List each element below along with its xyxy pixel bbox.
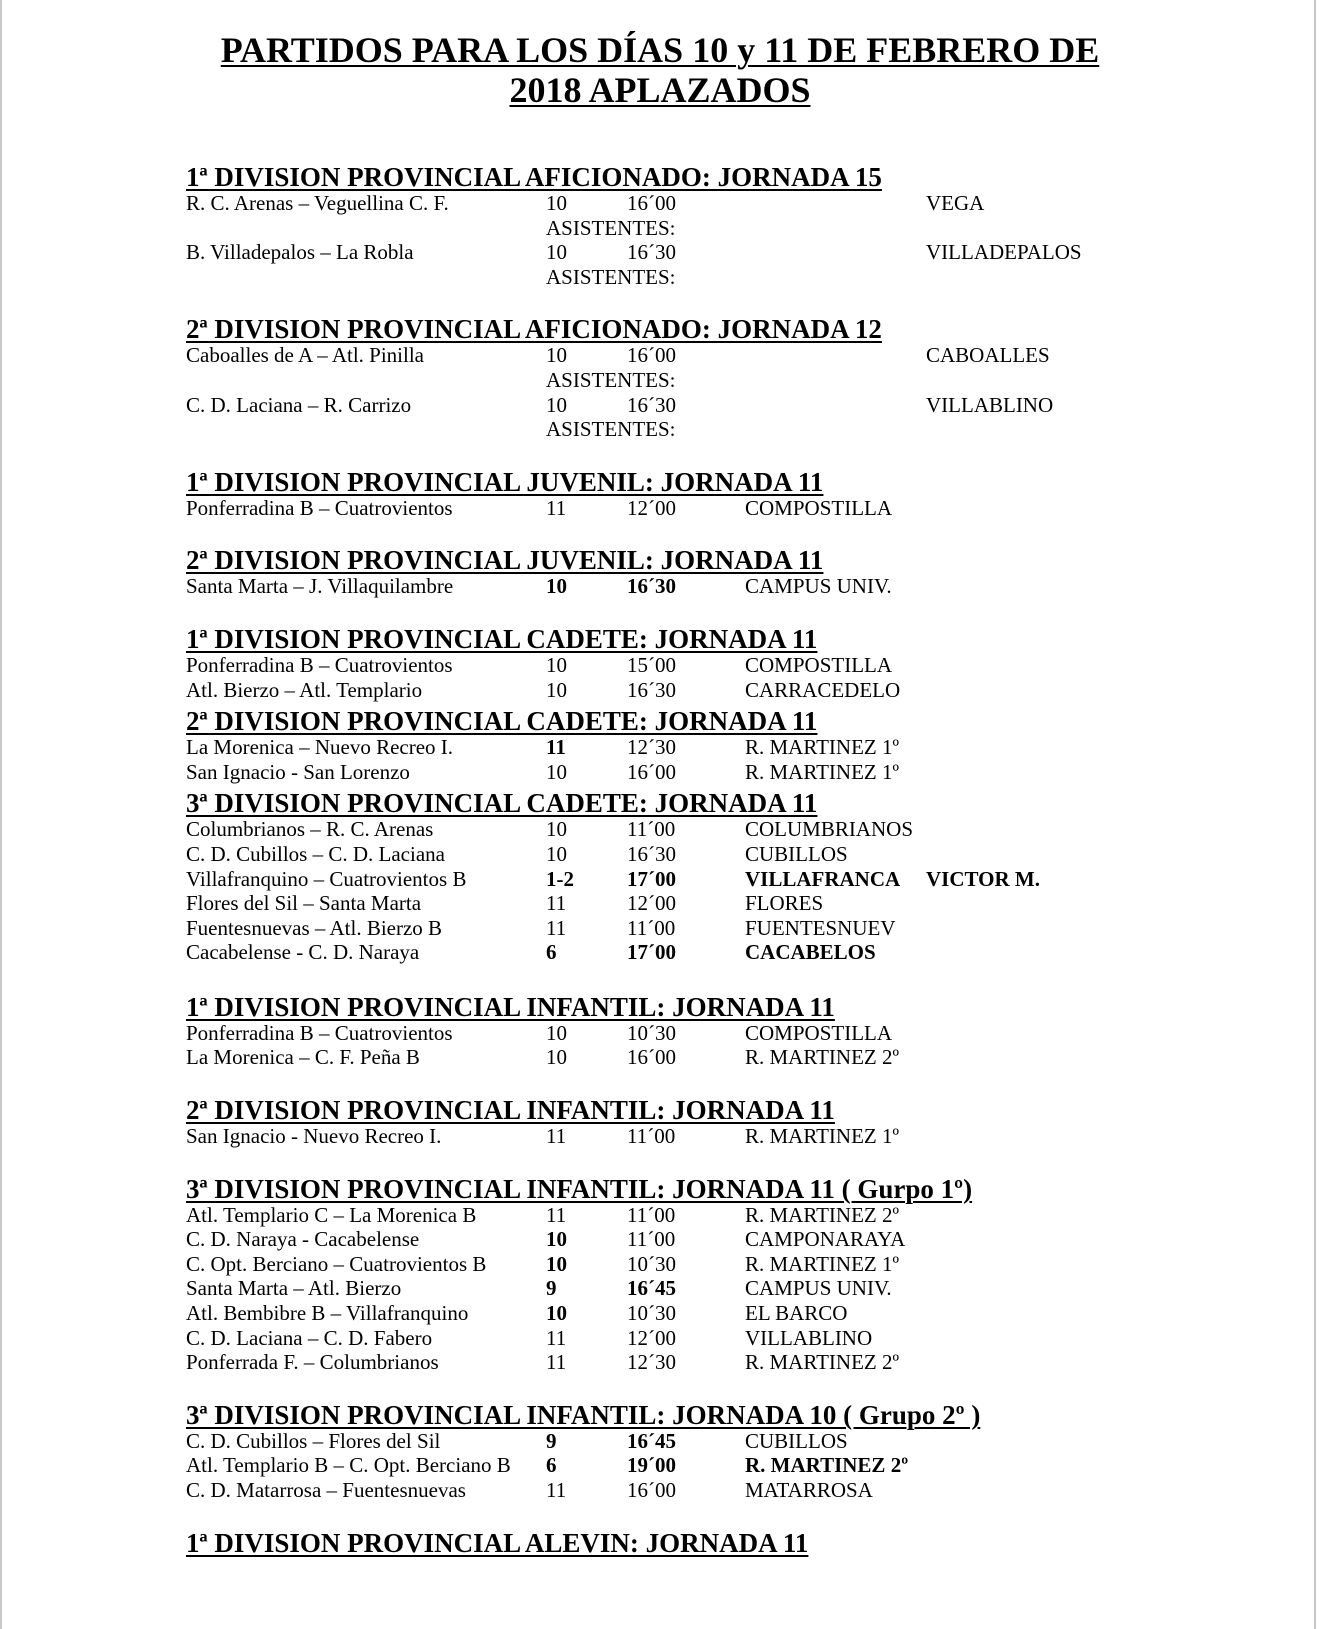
match-time: 16´45 xyxy=(627,1276,676,1301)
division-heading: 3ª DIVISION PROVINCIAL INFANTIL: JORNADA 11 ( Gurpo 1º) xyxy=(186,1173,973,1204)
match-teams: Fuentesnuevas – Atl. Bierzo B xyxy=(186,915,443,940)
assistants-row xyxy=(186,368,1286,393)
match-teams: Ponferradina B – Cuatrovientos xyxy=(186,652,453,677)
match-day: 10 xyxy=(546,841,567,866)
match-venue: CABOALLES xyxy=(926,343,1050,368)
match-venue: CACABELOS xyxy=(745,940,876,965)
match-time: 16´00 xyxy=(627,191,676,215)
division-heading: 3ª DIVISION PROVINCIAL INFANTIL: JORNADA 10 ( Grupo 2º ) xyxy=(186,1399,981,1430)
match-day: 10 xyxy=(546,343,567,368)
match-venue: R. MARTINEZ 2º xyxy=(745,1453,909,1478)
match-time: 17´00 xyxy=(627,866,676,891)
match-day: 10 xyxy=(546,759,567,784)
match-venue: CUBILLOS xyxy=(745,1428,848,1453)
assistants-row xyxy=(186,417,1286,442)
match-row xyxy=(186,842,1286,867)
match-venue: FUENTESNUEV xyxy=(745,915,896,940)
match-row xyxy=(186,1021,1286,1046)
division-section xyxy=(186,1096,1286,1149)
match-venue: VILLAFRANCA xyxy=(745,866,901,891)
match-venue: MATARROSA xyxy=(745,1478,873,1502)
match-time: 12´00 xyxy=(627,495,676,520)
match-row xyxy=(186,817,1286,842)
match-day: 10 xyxy=(546,574,567,599)
match-time: 16´00 xyxy=(627,759,676,784)
match-venue: EL BARCO xyxy=(745,1301,848,1326)
match-teams: Columbrianos – R. C. Arenas xyxy=(186,817,434,842)
match-row xyxy=(186,1252,1286,1277)
match-venue: R. MARTINEZ 2º xyxy=(745,1045,899,1070)
match-day: 10 xyxy=(546,240,567,265)
match-day: 9 xyxy=(546,1276,557,1301)
division-heading: 3ª DIVISION PROVINCIAL CADETE: JORNADA 11 xyxy=(186,788,818,819)
match-venue: R. MARTINEZ 2º xyxy=(745,1202,899,1227)
title-line-2: 2018 APLAZADOS xyxy=(509,70,811,110)
match-row xyxy=(186,343,1286,368)
match-row xyxy=(186,1124,1286,1149)
match-time: 16´30 xyxy=(627,392,676,417)
match-time: 10´30 xyxy=(627,1251,676,1276)
match-venue: VILLABLINO xyxy=(745,1325,873,1350)
match-venue: CARRACEDELO xyxy=(745,677,901,702)
match-row xyxy=(186,1045,1286,1070)
match-time: 16´30 xyxy=(627,240,676,265)
match-time: 16´00 xyxy=(627,1045,676,1070)
section-spacer xyxy=(186,965,1286,993)
match-time: 12´30 xyxy=(627,735,676,760)
division-heading: 1ª DIVISION PROVINCIAL JUVENIL: JORNADA 11 xyxy=(186,466,824,497)
assistants-row xyxy=(186,265,1286,290)
division-section xyxy=(186,1401,1286,1503)
division-section xyxy=(186,163,1286,289)
match-day: 10 xyxy=(546,652,567,677)
match-day: 6 xyxy=(546,1453,557,1478)
match-venue: R. MARTINEZ 1º xyxy=(745,759,899,784)
match-time: 16´30 xyxy=(627,574,676,599)
match-teams: Atl. Bierzo – Atl. Templario xyxy=(186,677,423,702)
match-venue: CAMPUS UNIV. xyxy=(745,1276,892,1301)
match-row xyxy=(186,1227,1286,1252)
match-teams: Santa Marta – J. Villaquilambre xyxy=(186,574,454,599)
division-heading: 1ª DIVISION PROVINCIAL CADETE: JORNADA 11 xyxy=(186,623,818,654)
match-venue: COMPOSTILLA xyxy=(745,1020,893,1045)
match-day: 6 xyxy=(546,940,557,965)
match-teams: C. D. Laciana – R. Carrizo xyxy=(186,392,412,417)
match-time: 12´00 xyxy=(627,1325,676,1350)
match-teams: Ponferrada F. – Columbrianos xyxy=(186,1350,439,1375)
match-venue: COMPOSTILLA xyxy=(745,495,893,520)
match-teams: San Ignacio - Nuevo Recreo I. xyxy=(186,1124,442,1149)
match-row xyxy=(186,867,1286,892)
section-spacer xyxy=(186,289,1286,315)
match-teams: Atl. Templario C – La Morenica B xyxy=(186,1202,477,1227)
match-row xyxy=(186,496,1286,521)
document-title xyxy=(200,30,1120,110)
match-teams: C. D. Matarrosa – Fuentesnuevas xyxy=(186,1478,466,1502)
section-spacer xyxy=(186,599,1286,625)
match-venue: CAMPONARAYA xyxy=(745,1227,906,1252)
match-teams: Flores del Sil – Santa Marta xyxy=(186,891,422,916)
match-row xyxy=(186,574,1286,599)
match-row xyxy=(186,678,1286,703)
section-spacer xyxy=(186,1149,1286,1175)
match-day: 11 xyxy=(546,1202,567,1227)
match-day: 10 xyxy=(546,1301,567,1326)
match-row xyxy=(186,1301,1286,1326)
match-row xyxy=(186,393,1286,418)
division-heading: 2ª DIVISION PROVINCIAL AFICIONADO: JORNADA 12 xyxy=(186,314,882,345)
division-section xyxy=(186,1175,1286,1375)
match-time: 16´30 xyxy=(627,677,676,702)
match-venue: R. MARTINEZ 1º xyxy=(745,1124,899,1149)
division-section xyxy=(186,625,1286,702)
match-time: 11´00 xyxy=(627,1202,676,1227)
match-row xyxy=(186,891,1286,916)
match-teams: Atl. Bembibre B – Villafranquino xyxy=(186,1301,469,1326)
match-row xyxy=(186,1203,1286,1228)
match-row xyxy=(186,1429,1286,1454)
match-day: 10 xyxy=(546,677,567,702)
match-row xyxy=(186,1326,1286,1351)
match-row xyxy=(186,760,1286,785)
match-day: 9 xyxy=(546,1428,557,1453)
division-heading: 1ª DIVISION PROVINCIAL INFANTIL: JORNADA 11 xyxy=(186,991,835,1022)
section-spacer xyxy=(186,1503,1286,1529)
match-teams: La Morenica – Nuevo Recreo I. xyxy=(186,735,454,760)
match-time: 10´30 xyxy=(627,1020,676,1045)
match-teams: C. D. Naraya - Cacabelense xyxy=(186,1227,420,1252)
match-day: 10 xyxy=(546,1020,567,1045)
match-row xyxy=(186,1478,1286,1503)
match-teams: Atl. Templario B – C. Opt. Berciano B xyxy=(186,1453,511,1478)
match-venue: R. MARTINEZ 1º xyxy=(745,735,899,760)
match-day: 10 xyxy=(546,392,567,417)
assistants-label: ASISTENTES: xyxy=(546,367,676,392)
match-venue: COMPOSTILLA xyxy=(745,652,893,677)
division-section xyxy=(186,789,1286,965)
match-time: 12´00 xyxy=(627,891,676,916)
match-teams: Ponferradina B – Cuatrovientos xyxy=(186,495,453,520)
division-section xyxy=(186,468,1286,521)
match-teams: C. D. Cubillos – Flores del Sil xyxy=(186,1428,441,1453)
division-section xyxy=(186,546,1286,599)
match-day: 11 xyxy=(546,1325,567,1350)
match-time: 15´00 xyxy=(627,652,676,677)
match-row xyxy=(186,191,1286,216)
match-row xyxy=(186,735,1286,760)
match-teams: Villafranquino – Cuatrovientos B xyxy=(186,866,467,891)
title-line-1: PARTIDOS PARA LOS DÍAS 10 y 11 DE FEBRERO DE xyxy=(220,30,1100,70)
match-venue: R. MARTINEZ 1º xyxy=(745,1251,899,1276)
match-teams: R. C. Arenas – Veguellina C. F. xyxy=(186,191,449,215)
match-teams: C. Opt. Berciano – Cuatrovientos B xyxy=(186,1251,487,1276)
match-day: 11 xyxy=(546,915,567,940)
match-day: 11 xyxy=(546,735,566,760)
division-section xyxy=(186,1529,1286,1557)
match-time: 11´00 xyxy=(627,915,676,940)
division-heading: 2ª DIVISION PROVINCIAL INFANTIL: JORNADA 11 xyxy=(186,1095,835,1126)
match-day: 1-2 xyxy=(546,866,574,891)
match-teams: Cacabelense - C. D. Naraya xyxy=(186,940,420,965)
division-heading: 2ª DIVISION PROVINCIAL JUVENIL: JORNADA 11 xyxy=(186,545,824,576)
match-venue: FLORES xyxy=(745,891,824,916)
match-row xyxy=(186,1350,1286,1375)
division-section xyxy=(186,315,1286,441)
division-section xyxy=(186,707,1286,784)
match-teams: San Ignacio - San Lorenzo xyxy=(186,759,410,784)
section-spacer xyxy=(186,1070,1286,1096)
match-row xyxy=(186,653,1286,678)
match-venue: R. MARTINEZ 2º xyxy=(745,1350,899,1375)
match-teams: B. Villadepalos – La Robla xyxy=(186,240,414,265)
division-heading: 1ª DIVISION PROVINCIAL AFICIONADO: JORNADA 15 xyxy=(186,162,882,192)
match-time: 11´00 xyxy=(627,817,676,842)
match-venue: CUBILLOS xyxy=(745,841,848,866)
assistants-label: ASISTENTES: xyxy=(546,264,676,289)
match-teams: La Morenica – C. F. Peña B xyxy=(186,1045,420,1070)
match-venue: COLUMBRIANOS xyxy=(745,817,914,842)
division-heading: 2ª DIVISION PROVINCIAL CADETE: JORNADA 11 xyxy=(186,706,818,737)
match-day: 11 xyxy=(546,1350,567,1375)
match-teams: Ponferradina B – Cuatrovientos xyxy=(186,1020,453,1045)
section-spacer xyxy=(186,442,1286,468)
match-venue: VEGA xyxy=(926,191,985,215)
match-time: 19´00 xyxy=(627,1453,676,1478)
match-time: 12´30 xyxy=(627,1350,676,1375)
match-row xyxy=(186,1276,1286,1301)
match-time: 16´30 xyxy=(627,841,676,866)
match-time: 16´00 xyxy=(627,1478,676,1502)
match-time: 16´00 xyxy=(627,343,676,368)
match-time: 10´30 xyxy=(627,1301,676,1326)
match-day: 11 xyxy=(546,1478,567,1502)
assistants-label: ASISTENTES: xyxy=(546,215,676,240)
sections-container xyxy=(186,163,1286,1557)
division-section xyxy=(186,993,1286,1070)
match-time: 17´00 xyxy=(627,940,676,965)
match-day: 10 xyxy=(546,817,567,842)
match-teams: Santa Marta – Atl. Bierzo xyxy=(186,1276,402,1301)
match-venue: VILLADEPALOS xyxy=(926,240,1082,265)
match-venue: VILLABLINO xyxy=(926,392,1054,417)
match-day: 11 xyxy=(546,891,567,916)
match-time: 16´45 xyxy=(627,1428,676,1453)
section-spacer xyxy=(186,520,1286,546)
match-teams: C. D. Cubillos – C. D. Laciana xyxy=(186,841,445,866)
section-spacer xyxy=(186,1375,1286,1401)
match-day: 10 xyxy=(546,191,567,215)
match-teams: C. D. Laciana – C. D. Fabero xyxy=(186,1325,433,1350)
match-venue: CAMPUS UNIV. xyxy=(745,574,892,599)
match-referee: VICTOR M. xyxy=(926,866,1040,891)
assistants-row xyxy=(186,216,1286,241)
match-time: 11´00 xyxy=(627,1227,676,1252)
match-row xyxy=(186,1453,1286,1478)
match-day: 10 xyxy=(546,1227,567,1252)
match-day: 11 xyxy=(546,495,567,520)
match-day: 10 xyxy=(546,1045,567,1070)
assistants-label: ASISTENTES: xyxy=(546,417,676,442)
match-teams: Caboalles de A – Atl. Pinilla xyxy=(186,343,424,368)
division-heading: 1ª DIVISION PROVINCIAL ALEVIN: JORNADA 11 xyxy=(186,1527,809,1558)
match-day: 11 xyxy=(546,1124,567,1149)
match-time: 11´00 xyxy=(627,1124,676,1149)
match-row xyxy=(186,916,1286,941)
match-row xyxy=(186,240,1286,265)
match-day: 10 xyxy=(546,1251,567,1276)
match-row xyxy=(186,940,1286,965)
